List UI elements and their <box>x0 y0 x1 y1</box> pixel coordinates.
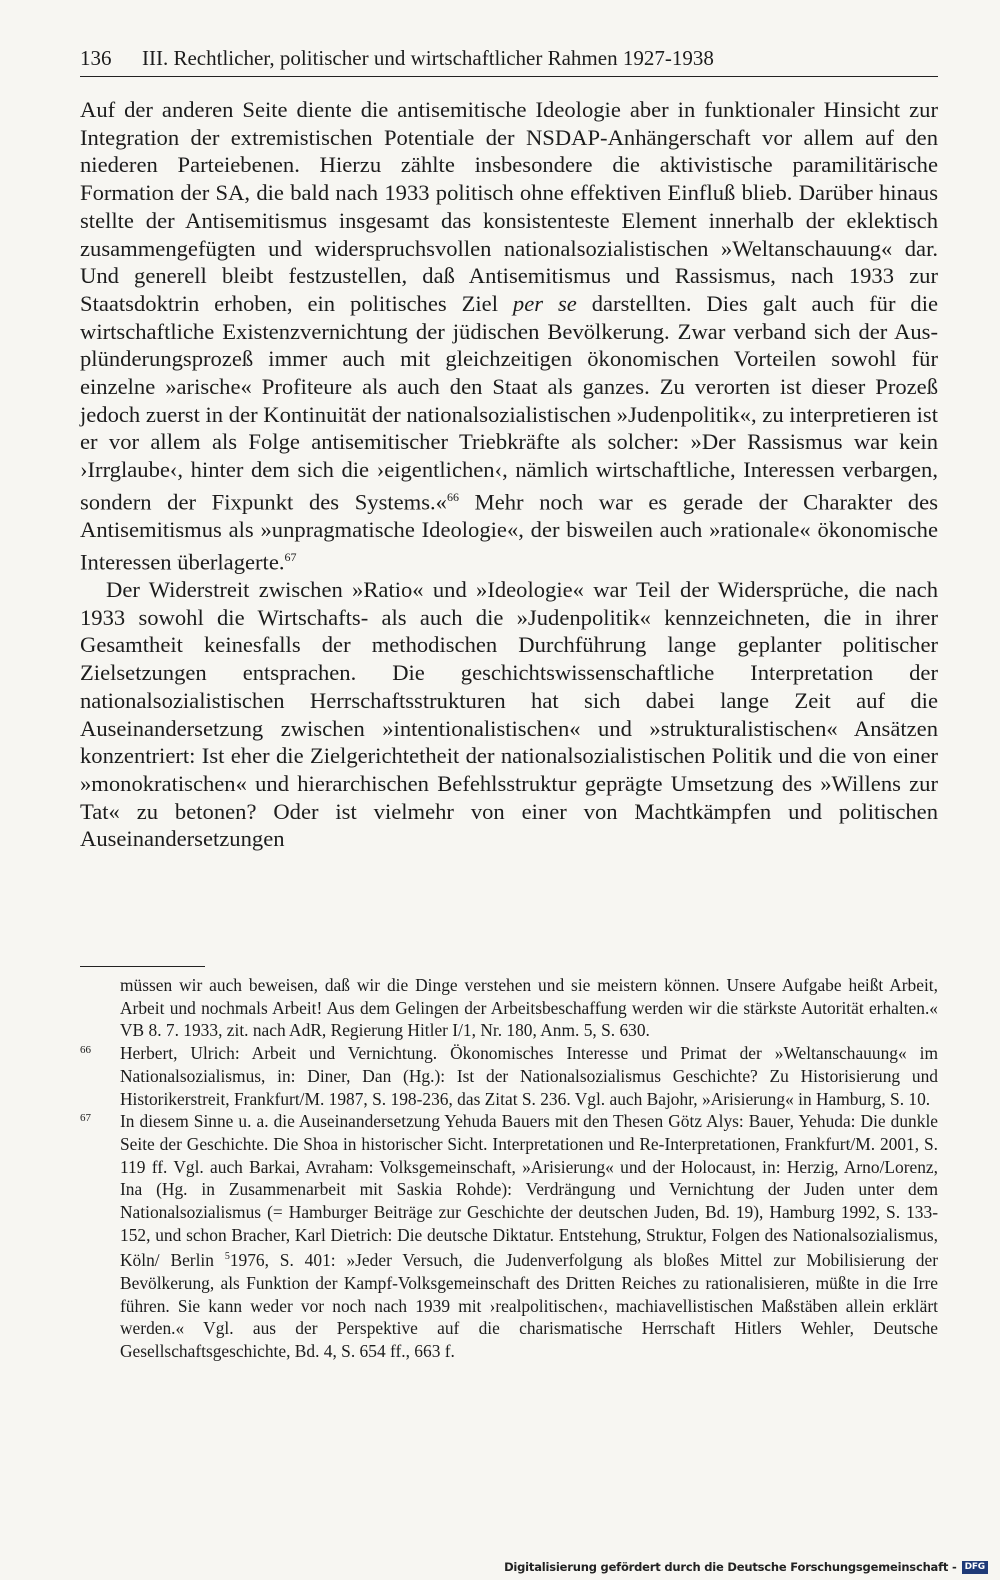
footnote-ref-66[interactable]: 66 <box>446 489 459 504</box>
footnote-continued-text: müssen wir auch beweisen, daß wir die Dinge verstehen und sie meistern können. Unsere Aufgabe heißt Arbeit, Arbeit und nochmals Arbeit! Aus dem Gelingen der Arbeitsbeschaffung werden wir die stärkste Autorität erhalten.« VB 8. 7. 1933, zit. nach AdR, Regierung Hitler I/1, Nr. 180, Anm. 5, S. 630. <box>120 975 938 1041</box>
footnote-ref-67[interactable]: 67 <box>284 549 297 564</box>
footnote-67-text <box>120 1110 938 1363</box>
paragraph-1-part-b: darstellten. Dies galt auch für die wirtschaftliche Existenzvernichtung der jüdischen Bevölkerung. Zwar verband sich der Ausplünderungsprozeß immer auch mit gleichzeitigen ökonomischen Vorteilen sowohl für einzelne »arische« Profiteure als auch den Staat als ganzes. Zu verorten ist dieser Prozeß jedoch zuerst in der Kontinuität der nationalsozialistischen »Judenpolitik«, zu interpretieren ist er vor allem als Folge antisemitischer Triebkräfte als solcher: »Der Rassismus war kein ›Irrglaube‹, hinter dem sich die ›eigentlichen‹, nämlich wirtschaftliche, Interessen verbargen, sondern der Fixpunkt des Systems.« <box>80 290 938 515</box>
paragraph-1-part-a: Auf der anderen Seite diente die antisemitische Ideologie aber in funktionaler Hinsicht zur Integration der extremistischen Potentiale der NSDAP-Anhängerschaft vor allem auf den niederen Parteiebenen. Hierzu zählte insbesondere die aktivistische paramilitärische Formation der SA, die bald nach 1933 politisch ohne effektiven Einfluß blieb. Darüber hinaus stellte der Antisemitismus insgesamt das konsistenteste Element innerhalb der eklektisch zusammengefügten und widerspruchsvollen nationalsozialistischen »Weltanschauung« dar. Und generell bleibt festzustellen, daß Antisemitismus und Rassismus, nach 1933 zur Staatsdoktrin erhoben, ein politisches Ziel <box>80 97 938 316</box>
footnotes <box>80 974 938 1363</box>
footnote-separator <box>80 966 205 967</box>
footnote-67-text-b: 1976, S. 401: »Jeder Versuch, die Judenverfolgung als bloßes Mittel zur Mobilisierung der Bevölkerung, als Funktion der Kampf-Volksgemeinschaft des Dritten Reiches zu rationalisieren, müßte in die Irre führen. Sie kann weder vor noch nach 1939 mit ›realpolitischen‹, machiavellistischen Maßstäben allein erklärt werden.« Vgl. aus der Perspektive auf die charismatische Herrschaft Hitlers Wehler, Deutsche Gesellschaftsgeschichte, Bd. 4, S. 654 ff., 663 f. <box>120 1250 938 1362</box>
paragraph-2: Der Widerstreit zwischen »Ratio« und »Ideologie« war Teil der Widersprüche, die nach 1933 sowohl die Wirtschafts- als auch die »Judenpolitik« kennzeichneten, die in ihrer Gesamtheit keinesfalls der methodischen Durchführung lange geplanter politischer Zielsetzungen entsprachen. Die geschichtswissenschaftliche Interpretation der nationalsozialistischen Herrschaftsstrukturen hat sich dabei lange Zeit auf die Auseinandersetzung zwischen »intentionalistischen« und »strukturalistischen« Ansätzen konzentriert: Ist eher die Zielgerichtetheit der nationalsozialistischen Politik und die von einer »monokratischen« und hierarchischen Befehlsstruktur geprägte Umsetzung des »Willens zur Tat« zu betonen? Oder ist vielmehr von einer von Machtkämpfen und politischen Auseinandersetzungen <box>80 577 938 852</box>
italic-phrase: per se <box>512 290 577 316</box>
footnote-67-text-a: In diesem Sinne u. a. die Auseinandersetzung Yehuda Bauers mit den Thesen Götz Alys: Bauer, Yehuda: Die dunkle Seite der Geschichte. Die Shoa in historischer Sicht. Interpretationen und Re-Interpretationen, Frankfurt/M. 2001, S. 119 ff. Vgl. auch Barkai, Avraham: Volksgemeinschaft, »Arisierung« und der Holocaust, in: Herzig, Arno/Lorenz, Ina (Hg. in Zusammenarbeit mit Saskia Rohde): Verdrängung und Vernichtung der Juden unter dem Nationalsozialismus (= Hamburger Beiträge zur Geschichte der deutschen Juden, Bd. 19), Hamburg 1992, S. 133-152, und schon Bracher, Karl Dietrich: Die deutsche Diktatur. Entstehung, Struktur, Folgen des Nationalsozialismus, Köln/ Berlin <box>120 1111 938 1271</box>
footnote-66-number: 66 <box>80 1044 91 1057</box>
footnote-67 <box>80 1110 938 1363</box>
footnote-66-text: Herbert, Ulrich: Arbeit und Vernichtung. Ökonomisches Interesse und Primat der »Weltanschauung« im Nationalsozialismus, in: Diner, Dan (Hg.): Ist der Nationalsozialismus Geschichte? Zu Historisierung und Historikerstreit, Frankfurt/M. 1987, S. 198-236, das Zitat S. 236. Vgl. auch Bajohr, »Arisierung« in Hamburg, S. 10. <box>120 1043 938 1109</box>
digitization-footer <box>504 1560 988 1574</box>
main-text <box>80 96 938 853</box>
paragraph-1 <box>80 96 938 576</box>
footnote-67-number: 67 <box>80 1112 91 1125</box>
running-header <box>80 44 938 77</box>
footnote-66 <box>80 1042 938 1110</box>
edition-superscript: 5 <box>224 1251 230 1263</box>
dfg-logo: DFG <box>962 1561 988 1574</box>
running-title: III. Rechtlicher, politischer und wirtschaftlicher Rahmen 1927-1938 <box>142 46 714 70</box>
page-number: 136 <box>80 46 112 70</box>
paragraph-1-part-c: Mehr noch war es gerade der Charakter des Antisemitismus als »unpragmatische Ideologie«, der bisweilen auch »rationale« ökonomische Interessen überlagerte. <box>80 489 938 575</box>
funding-credit: Digitalisierung gefördert durch die Deutsche Forschungsgemeinschaft - <box>504 1560 957 1574</box>
footnote-continued <box>80 974 938 1042</box>
